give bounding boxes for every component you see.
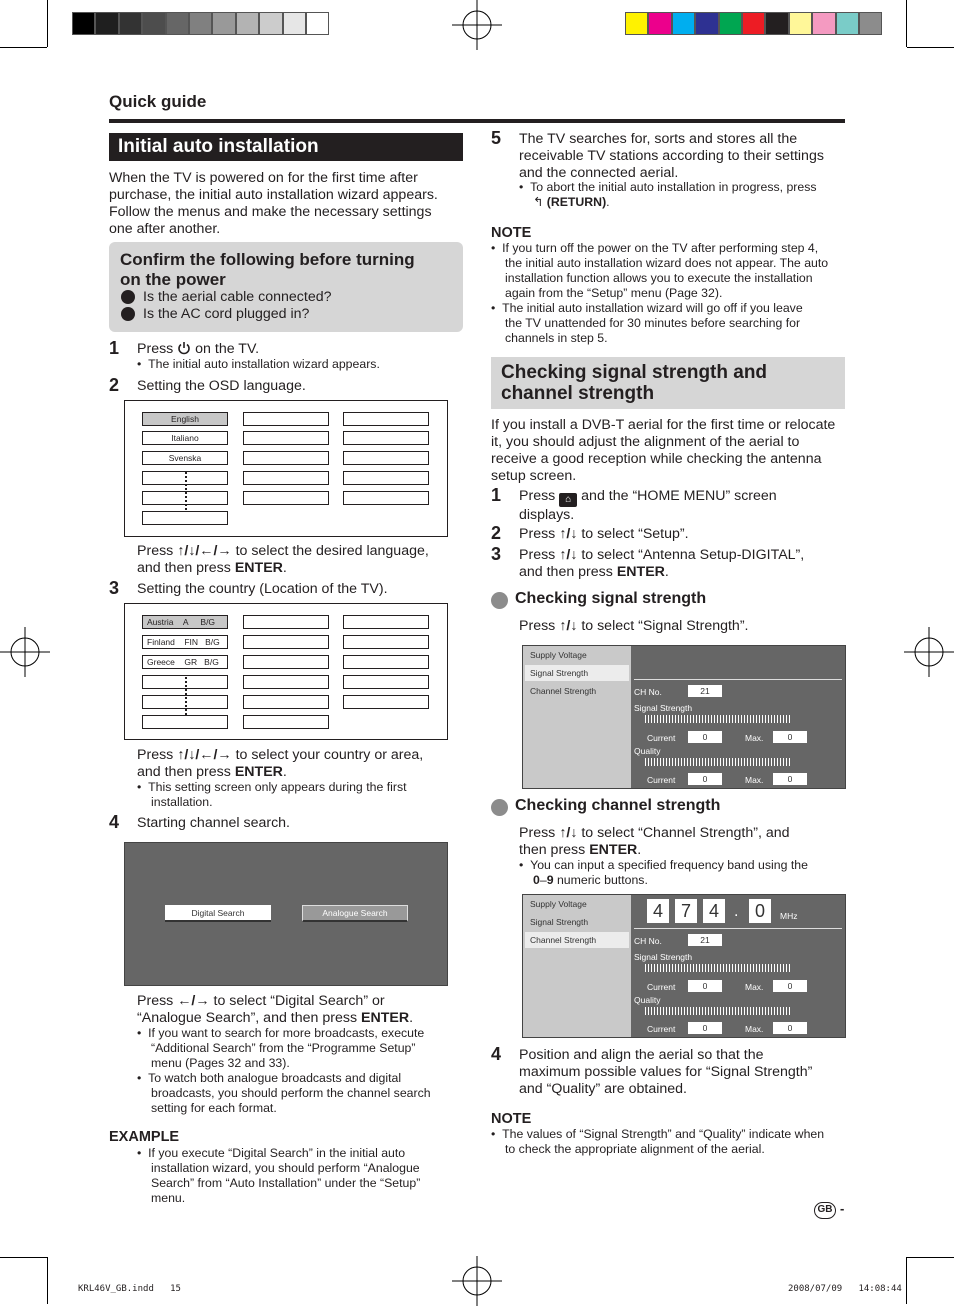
- language-option[interactable]: [343, 471, 429, 485]
- home-icon: ⌂: [559, 493, 577, 507]
- registration-mark-top: [452, 0, 502, 50]
- language-option[interactable]: [343, 451, 429, 465]
- current-value: 0: [688, 980, 722, 992]
- max-label: Max.: [745, 982, 764, 992]
- registration-mark-right: [904, 627, 954, 677]
- page-dash: -: [840, 1201, 845, 1216]
- current-label: Current: [647, 733, 676, 743]
- ch-no-label: CH No.: [634, 687, 662, 697]
- confirm-item: Is the AC cord plugged in?: [143, 306, 310, 322]
- current-value: 0: [688, 773, 722, 785]
- note-list: • If you turn off the power on the TV after performing step 4, the initial auto installation wizard does not appear. The auto installation function allows you to execute the installation again from the “Setup” menu (Page 32). • The initial auto installation wizard will go off if you leave the TV unattended for 30 minutes before searching for channels in step 5.: [491, 241, 829, 345]
- date-info: 2008/07/09 14:08:44: [788, 1284, 902, 1294]
- colour-swatch: [789, 12, 812, 35]
- initial-auto-installation-title: Initial auto installation: [109, 133, 463, 161]
- digital-search-button[interactable]: Digital Search: [165, 905, 271, 922]
- setup-menu: [523, 646, 631, 788]
- step-number: 4: [491, 1044, 502, 1064]
- confirm-title: Confirm the following before turning on the power: [120, 250, 415, 289]
- current-value: 0: [688, 731, 722, 743]
- step-number: 1: [491, 485, 502, 505]
- colour-swatch: [695, 12, 718, 35]
- current-label: Current: [647, 1024, 676, 1034]
- frequency-digit[interactable]: 4: [647, 899, 669, 923]
- frequency-digit[interactable]: 7: [675, 899, 697, 923]
- language-option[interactable]: [243, 451, 329, 465]
- language-option[interactable]: English: [142, 412, 228, 426]
- colour-swatch: [859, 12, 882, 35]
- up-down-arrows-icon: ↑/↓: [559, 526, 578, 542]
- return-icon: ↰: [533, 195, 544, 209]
- frequency-dot: .: [734, 903, 739, 920]
- channel-search-screen: [124, 842, 448, 986]
- language-screen: [124, 400, 448, 537]
- section-bullet-icon: [491, 592, 508, 609]
- menu-item-channel-strength[interactable]: Channel Strength: [525, 932, 629, 948]
- bullet-icon: [121, 307, 135, 321]
- example-text: • If you execute “Digital Search” in the initial auto installation wizard, you should perform “Analogue Search” from “Auto Installation” under the “Setup” menu.: [137, 1146, 421, 1205]
- cs3-text: Press ↑/↓ to select “Antenna Setup-DIGITAL”, and then press ENTER.: [519, 547, 805, 580]
- current-value: 0: [688, 1022, 722, 1034]
- menu-item-signal-strength[interactable]: Signal Strength: [530, 917, 589, 927]
- divider: [634, 679, 842, 680]
- step3-press-text: Press ↑/↓/←/→ to select your country or area, and then press ENTER.: [137, 747, 424, 780]
- step1-text: Press on the TV.: [137, 341, 260, 357]
- grey-swatch: [306, 12, 329, 35]
- signal-strength-label: Signal Strength: [634, 703, 693, 713]
- country-option[interactable]: [343, 695, 429, 709]
- registration-mark-left: [0, 627, 50, 677]
- signal-strength-heading: Checking signal strength: [515, 590, 707, 607]
- language-option[interactable]: [343, 412, 429, 426]
- ch-no-label: CH No.: [634, 936, 662, 946]
- note-list: • The values of “Signal Strength” and “Quality” indicate when to check the appropriate alignment of the aerial.: [491, 1127, 825, 1156]
- country-option[interactable]: [243, 675, 329, 689]
- language-option[interactable]: [343, 431, 429, 445]
- up-down-arrows-icon: ↑/↓: [559, 547, 578, 563]
- gb-badge: GB: [814, 1202, 836, 1219]
- country-option[interactable]: [343, 655, 429, 669]
- country-option[interactable]: [243, 615, 329, 629]
- channel-text: Press ↑/↓ to select “Channel Strength”, and then press ENTER.: [519, 825, 790, 858]
- menu-item-supply-voltage[interactable]: Supply Voltage: [530, 650, 587, 660]
- colour-swatch: [812, 12, 835, 35]
- channel-strength-screen: [522, 894, 846, 1038]
- country-screen: [124, 603, 448, 740]
- language-option[interactable]: [243, 431, 329, 445]
- channel-note: • You can input a specified frequency band using the 0–9 numeric buttons.: [519, 858, 808, 887]
- menu-item-signal-strength[interactable]: Signal Strength: [525, 665, 629, 681]
- signal-meter: [645, 715, 791, 723]
- country-option[interactable]: [343, 635, 429, 649]
- current-label: Current: [647, 775, 676, 785]
- language-option[interactable]: [243, 471, 329, 485]
- country-option[interactable]: [243, 695, 329, 709]
- country-option[interactable]: [343, 675, 429, 689]
- step4-notes: • If you want to search for more broadcasts, execute “Additional Search” from the “Programme Setup” menu (Pages 32 and 33). • To watch both analogue broadcasts and digital broadcasts, you should perform the channel search setting for each format.: [137, 1026, 431, 1115]
- step-number: 2: [491, 523, 502, 543]
- menu-item-channel-strength[interactable]: Channel Strength: [530, 686, 597, 696]
- quality-meter: [645, 758, 791, 766]
- current-label: Current: [647, 982, 676, 992]
- step3-note: • This setting screen only appears during the first installation.: [137, 780, 407, 809]
- grey-swatch: [142, 12, 165, 35]
- signal-strength-label: Signal Strength: [634, 952, 693, 962]
- step-number: 4: [109, 812, 120, 832]
- example-title: EXAMPLE: [109, 1129, 180, 1145]
- country-option[interactable]: Finland FIN B/G: [142, 635, 228, 649]
- channel-strength-heading: Checking channel strength: [515, 797, 721, 814]
- country-option[interactable]: [142, 715, 228, 729]
- section-title: Quick guide: [109, 92, 207, 111]
- step2-press-text: Press ↑/↓/←/→ to select the desired language, and then press ENTER.: [137, 543, 429, 576]
- language-option[interactable]: [343, 491, 429, 505]
- step3-text: Setting the country (Location of the TV).: [137, 581, 388, 597]
- max-label: Max.: [745, 1024, 764, 1034]
- language-option[interactable]: Italiano: [142, 431, 228, 445]
- ellipsis-dots: [185, 472, 187, 510]
- colour-swatch: [625, 12, 648, 35]
- max-label: Max.: [745, 775, 764, 785]
- checking-intro: If you install a DVB-T aerial for the first time or relocate it, you should adjust the alignment of the aerial to receive a good reception while checking the antenna setup screen.: [491, 417, 836, 484]
- setup-menu: [523, 895, 631, 1037]
- ellipsis-dots: [185, 677, 187, 715]
- country-option[interactable]: Austria A B/G: [142, 615, 228, 629]
- divider: [634, 928, 842, 929]
- cs1-text: Press ⌂ and the “HOME MENU” screen displays.: [519, 488, 777, 523]
- max-value: 0: [773, 773, 807, 785]
- note-title: NOTE: [491, 1111, 532, 1127]
- colour-swatch: [672, 12, 695, 35]
- arrow-keys-icon: ↑/↓/←/→: [177, 543, 232, 559]
- colour-swatch: [765, 12, 788, 35]
- step5-note: • To abort the initial auto installation in progress, press ↰ (RETURN).: [519, 180, 817, 209]
- file-info: KRL46V_GB.indd 15: [78, 1284, 181, 1294]
- up-down-arrows-icon: ↑/↓: [559, 618, 578, 634]
- grey-swatch: [72, 12, 95, 35]
- grey-swatch: [283, 12, 306, 35]
- max-value: 0: [773, 731, 807, 743]
- language-option[interactable]: [243, 412, 329, 426]
- country-option[interactable]: [243, 655, 329, 669]
- signal-meter: [645, 964, 791, 972]
- grey-swatch: [212, 12, 235, 35]
- language-option[interactable]: [142, 511, 228, 525]
- country-option[interactable]: [243, 635, 329, 649]
- analogue-search-button[interactable]: Analogue Search: [302, 905, 408, 922]
- left-right-arrows-icon: ←/→: [177, 993, 210, 1009]
- colour-swatch: [648, 12, 671, 35]
- step2-text: Setting the OSD language.: [137, 378, 306, 394]
- cs2-text: Press ↑/↓ to select “Setup”.: [519, 526, 689, 542]
- mhz-label: MHz: [780, 911, 798, 921]
- grey-swatch: [95, 12, 118, 35]
- header-rule: [109, 119, 845, 123]
- grey-swatch: [236, 12, 259, 35]
- frequency-digit[interactable]: 4: [703, 899, 725, 923]
- up-down-arrows-icon: ↑/↓: [559, 825, 578, 841]
- colour-swatch: [836, 12, 859, 35]
- step4-text: Starting channel search.: [137, 815, 291, 831]
- step-number: 5: [491, 128, 502, 148]
- signal-strength-screen: [522, 645, 846, 789]
- country-option[interactable]: Greece GR B/G: [142, 655, 228, 669]
- intro-paragraph: When the TV is powered on for the first time after purchase, the initial auto installation wizard appears. Follow the menus and make the necessary settings one after another.: [109, 170, 438, 237]
- section-bullet-icon: [491, 799, 508, 816]
- colour-swatch: [742, 12, 765, 35]
- max-label: Max.: [745, 733, 764, 743]
- step-number: 3: [109, 578, 120, 598]
- step-number: 1: [109, 338, 120, 358]
- cs4-text: Position and align the aerial so that the maximum possible values for “Signal Strength” and “Quality” are obtained.: [519, 1047, 813, 1097]
- step-number: 3: [491, 544, 502, 564]
- signal-text: Press ↑/↓ to select “Signal Strength”.: [519, 618, 749, 634]
- arrow-keys-icon: ↑/↓/←/→: [177, 747, 232, 763]
- bullet-icon: [121, 290, 135, 304]
- grey-swatch: [119, 12, 142, 35]
- checking-signal-title: Checking signal strength and channel strength: [491, 357, 845, 409]
- step1-note: • The initial auto installation wizard appears.: [137, 357, 380, 371]
- ch-no-value: 21: [688, 685, 722, 697]
- language-option[interactable]: [243, 491, 329, 505]
- country-option[interactable]: [243, 715, 329, 729]
- frequency-digit[interactable]: 0: [749, 899, 771, 923]
- colour-swatch: [719, 12, 742, 35]
- language-option[interactable]: Svenska: [142, 451, 228, 465]
- max-value: 0: [773, 1022, 807, 1034]
- menu-item-supply-voltage[interactable]: Supply Voltage: [530, 899, 587, 909]
- step5-text: The TV searches for, sorts and stores all the receivable TV stations according to their settings and the connected aerial.: [519, 131, 824, 181]
- grey-swatch: [259, 12, 282, 35]
- confirm-item: Is the aerial cable connected?: [143, 289, 332, 305]
- step-number: 2: [109, 375, 120, 395]
- max-value: 0: [773, 980, 807, 992]
- ch-no-value: 21: [688, 934, 722, 946]
- quality-label: Quality: [634, 995, 661, 1005]
- power-icon: [177, 341, 191, 355]
- step4-press-text: Press ←/→ to select “Digital Search” or “Analogue Search”, and then press ENTER.: [137, 993, 414, 1026]
- grey-swatch: [189, 12, 212, 35]
- grey-swatch: [166, 12, 189, 35]
- quality-label: Quality: [634, 746, 661, 756]
- note-title: NOTE: [491, 225, 532, 241]
- quality-meter: [645, 1007, 791, 1015]
- registration-mark-bottom: [452, 1256, 502, 1306]
- country-option[interactable]: [343, 615, 429, 629]
